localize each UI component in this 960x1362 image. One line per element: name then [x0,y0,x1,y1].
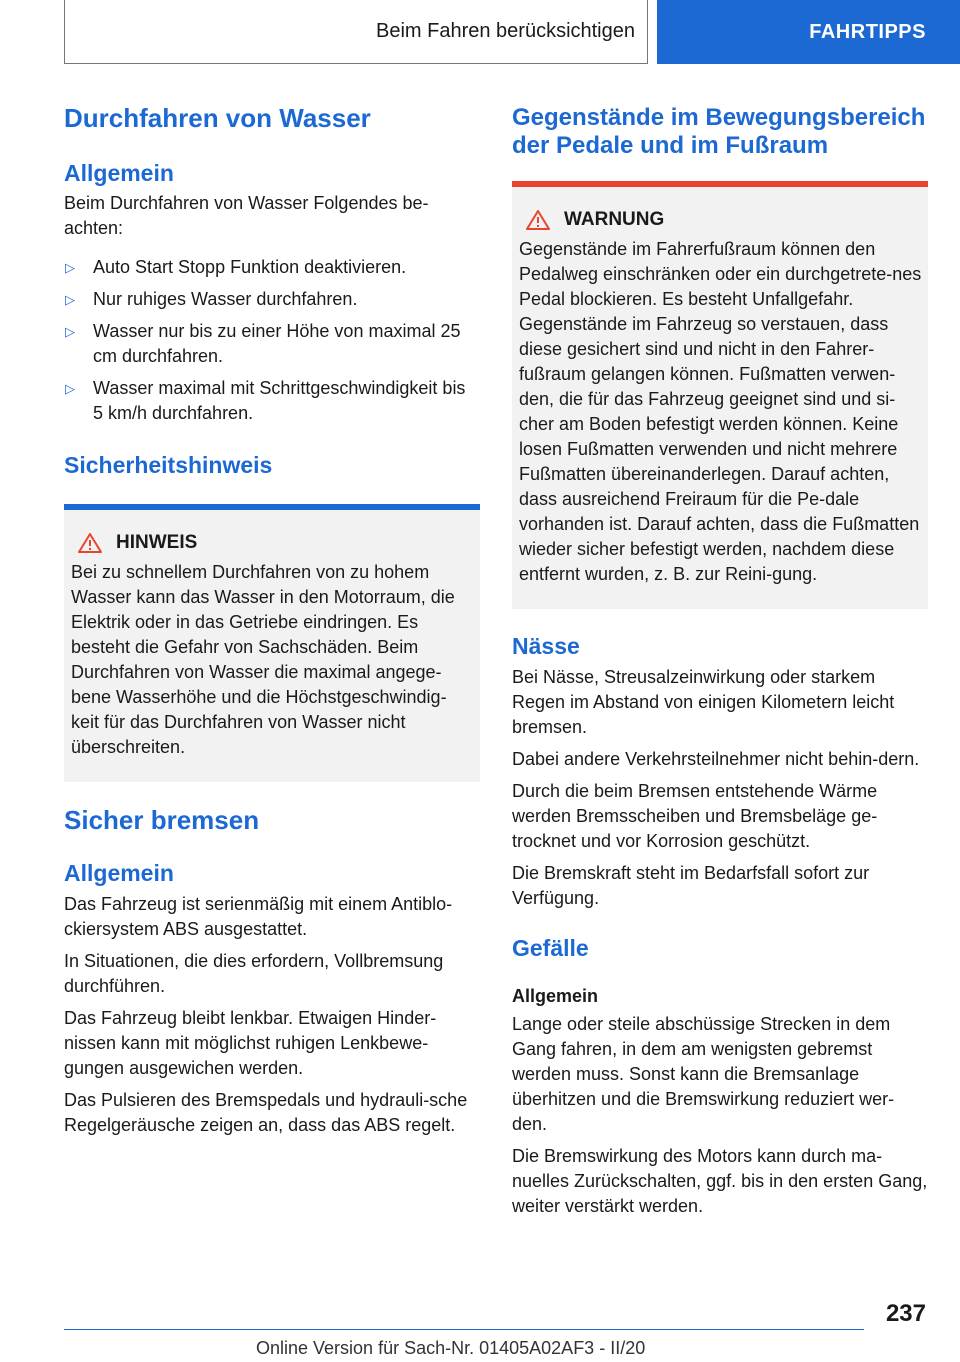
water-heading: Durchfahren von Wasser [64,103,371,133]
triangle-bullet-icon: ▷ [65,260,75,276]
slope-paragraph: Die Bremswirkung des Motors kann durch ma-nuelles Zurückschalten, ggf. bis in den ersten Gang, weiter verstärkt werden. [512,1146,928,1217]
triangle-bullet-icon: ▷ [65,292,75,308]
brake-general-heading: Allgemein [64,859,174,886]
warning-text: Gegenstände im Fahrerfußraum können den Pedalweg einschränken oder ein durchgetrete-nes Pedal blockieren. Es besteht Unfallgefahr. Gegenstände im Fahrzeug so verstauen, dass diese gesichert sind und nicht in den Fahrer-fußraum gelangen können. Fußmatten verwen-den, die für das Fahrzeug geeignet sind und si-cher am Boden befestigt werden können. Keine losen Fußmatten verwenden und nicht mehrere Fußmatten übereinanderlegen. Darauf achten, dass ausreichend Freiraum für die Pe-dale vorhanden ist. Darauf achten, dass die Fußmatten wieder sicher befestigt werden, nachdem diese entfernt wurden, z. B. zur Reini-gung. [519,239,922,585]
brake-paragraph: In Situationen, die dies erfordern, Vollbremsung durchführen. [64,950,444,996]
wet-paragraph: Dabei andere Verkehrsteilnehmer nicht behin-dern. [512,748,920,769]
list-item [64,319,480,369]
warning-box [512,181,928,609]
water-bullet-list [64,255,480,426]
warning-header [519,209,922,231]
triangle-bullet-icon: ▷ [65,381,75,397]
list-item [64,376,480,426]
list-item-text: Nur ruhiges Wasser durchfahren. [93,289,358,310]
right-column [512,96,928,1219]
footer-divider [64,1329,864,1330]
page-header [0,0,960,66]
brake-paragraph: Das Pulsieren des Bremspedals und hydrauli-sche Regelgeräusche zeigen an, dass das ABS regelt. [64,1089,468,1135]
list-item-text: Wasser maximal mit Schrittgeschwindigkeit bis 5 km/h durchfahren. [93,378,466,424]
left-column [64,96,480,1138]
pedal-heading: Gegenstände im Bewegungsbereich der Pedale und im Fußraum [512,104,926,159]
warning-triangle-icon [525,209,551,231]
hint-text: Bei zu schnellem Durchfahren von zu hohem Wasser kann das Wasser in den Motorraum, die Elektrik oder in das Getriebe eindringen. Es besteht die Gefahr von Sachschäden. Beim Durchfahren von Wasser die maximal angege-bene Wasserhöhe und die Höchstgeschwindig-keit für das Durchfahren von Wasser nicht überschreiten. [71,562,455,758]
water-intro: Beim Durchfahren von Wasser Folgendes be-achten: [64,193,429,239]
online-version-text: Online Version für Sach-Nr. 01405A02AF3 - II/20 [256,1338,646,1358]
hint-header [71,532,474,554]
wet-paragraph: Bei Nässe, Streusalzeinwirkung oder starkem Regen im Abstand von einigen Kilometern leicht bremsen. [512,666,895,737]
slope-general-heading: Allgemein [512,986,599,1007]
hint-box [64,504,480,782]
brake-paragraph: Das Fahrzeug bleibt lenkbar. Etwaigen Hinder-nissen kann mit möglichst ruhigen Lenkbewe-gungen ausgewichen werden. [64,1007,437,1078]
slope-heading: Gefälle [512,934,589,961]
slope-paragraph: Lange oder steile abschüssige Strecken in dem Gang fahren, in dem am wenigsten gebremst werden muss. Sonst kann die Bremsanlage überhitzen und die Bremswirkung reduziert wer-den. [512,1014,895,1135]
list-item-text: Wasser nur bis zu einer Höhe von maximal 25 cm durchfahren. [93,321,461,367]
brake-heading: Sicher bremsen [64,805,260,836]
triangle-bullet-icon: ▷ [65,324,75,340]
warning-triangle-icon [77,532,103,554]
list-item-text: Auto Start Stopp Funktion deaktivieren. [93,257,407,278]
page-footer [0,1290,960,1362]
warning-label: WARNUNG [564,209,665,231]
wet-heading: Nässe [512,633,580,660]
page-number: 237 [885,1300,926,1327]
chapter-tab[interactable]: FAHRTIPPS [657,0,960,64]
wet-paragraph: Durch die beim Bremsen entstehende Wärme werden Bremsscheiben und Bremsbeläge ge-trocknet und vor Korrosion geschützt. [512,780,878,851]
brake-paragraph: Das Fahrzeug ist serienmäßig mit einem Antiblo-ckiersystem ABS ausgestattet. [64,893,453,939]
list-item [64,255,480,280]
hint-label: HINWEIS [116,532,198,554]
safety-heading: Sicherheitshinweis [64,452,273,479]
section-title: Beim Fahren berücksichtigen [64,0,648,64]
list-item [64,287,480,312]
wet-paragraph: Die Bremskraft steht im Bedarfsfall sofort zur Verfügung. [512,862,870,908]
water-general-heading: Allgemein [64,159,174,186]
